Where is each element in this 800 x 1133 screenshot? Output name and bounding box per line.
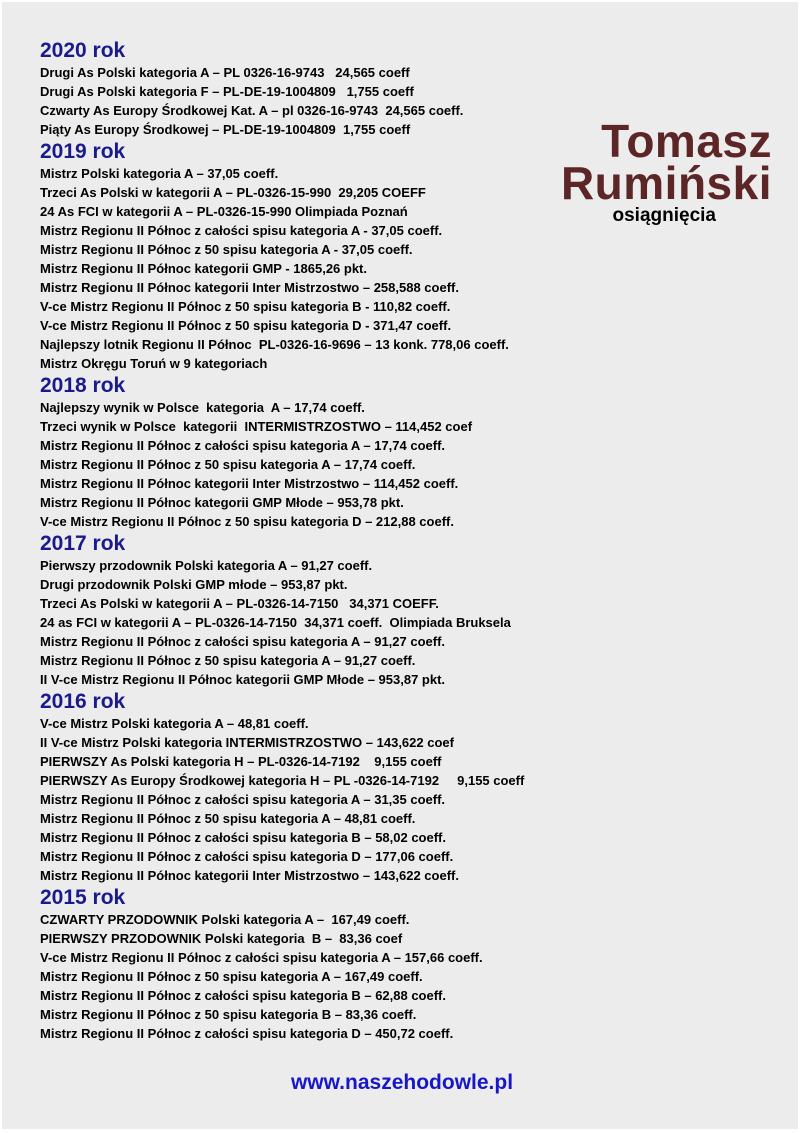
- achievement-entry: Piąty As Europy Środkowej – PL-DE-19-1004809 1,755 coeff: [40, 122, 411, 137]
- achievement-entry: V-ce Mistrz Polski kategoria A – 48,81 coeff.: [40, 716, 309, 731]
- achievement-entry: PIERWSZY As Europy Środkowej kategoria H – PL -0326-14-7192 9,155 coeff: [40, 773, 525, 788]
- achievement-entry: Najlepszy lotnik Regionu II Północ PL-0326-16-9696 – 13 konk. 778,06 coeff.: [40, 337, 509, 352]
- achievement-entry: Mistrz Regionu II Północ z całości spisu kategoria A – 17,74 coeff.: [40, 438, 446, 453]
- achievement-entry: V-ce Mistrz Regionu II Północ z 50 spisu kategoria B - 110,82 coeff.: [40, 299, 451, 314]
- achievement-entry: Mistrz Regionu II Północ z całości spisu kategoria B – 62,88 coeff.: [40, 988, 447, 1003]
- achievement-entry: Mistrz Regionu II Północ z 50 spisu kategoria B – 83,36 coeff.: [40, 1007, 417, 1022]
- achievement-entry: Mistrz Regionu II Północ z całości spisu kategoria D – 177,06 coeff.: [40, 849, 454, 864]
- achievement-entry: Mistrz Regionu II Północ kategorii Inter Mistrzostwo – 143,622 coeff.: [40, 868, 459, 883]
- achievement-entry: V-ce Mistrz Regionu II Północ z całości spisu kategoria A – 157,66 coeff.: [40, 950, 483, 965]
- achievements-subtitle: osiągnięcia: [612, 205, 716, 226]
- achievement-entry: Mistrz Regionu II Północ z całości spisu kategoria D – 450,72 coeff.: [40, 1026, 454, 1041]
- achievement-entry: V-ce Mistrz Regionu II Północ z 50 spisu kategoria D - 371,47 coeff.: [40, 318, 452, 333]
- achievement-entry: Mistrz Regionu II Północ z 50 spisu kategoria A – 91,27 coeff.: [40, 653, 416, 668]
- section-2018: [40, 373, 740, 531]
- breeder-last-name: Rumiński: [560, 157, 772, 209]
- achievement-entry: Mistrz Regionu II Północ z 50 spisu kategoria A – 17,74 coeff.: [40, 457, 416, 472]
- achievement-entry: PIERWSZY PRZODOWNIK Polski kategoria B – 83,36 coef: [40, 931, 403, 946]
- achievement-entry: PIERWSZY As Polski kategoria H – PL-0326-14-7192 9,155 coeff: [40, 754, 442, 769]
- achievement-entry: Mistrz Regionu II Północ kategorii GMP Młode – 953,78 pkt.: [40, 495, 404, 510]
- achievement-entry: Mistrz Regionu II Północ z całości spisu kategoria A - 37,05 coeff.: [40, 223, 443, 238]
- achievement-entry: Trzeci As Polski w kategorii A – PL-0326-14-7150 34,371 COEFF.: [40, 596, 439, 611]
- section-2017: [40, 531, 740, 689]
- achievement-entry: Drugi As Polski kategoria F – PL-DE-19-1004809 1,755 coeff: [40, 84, 414, 99]
- achievement-entry: V-ce Mistrz Regionu II Północ z 50 spisu kategoria D – 212,88 coeff.: [40, 514, 454, 529]
- section-2015: [40, 885, 740, 1043]
- achievement-entry: Mistrz Regionu II Północ z 50 spisu kategoria A - 37,05 coeff.: [40, 242, 413, 257]
- achievement-entry: Mistrz Regionu II Północ kategorii GMP - 1865,26 pkt.: [40, 261, 367, 276]
- document-page: [2, 2, 798, 1129]
- year-heading: 2015 rok: [40, 886, 126, 909]
- website-link[interactable]: www.naszehodowle.pl: [290, 1071, 514, 1094]
- achievement-entry: Mistrz Regionu II Północ kategorii Inter Mistrzostwo – 114,452 coeff.: [40, 476, 459, 491]
- year-heading: 2017 rok: [40, 532, 126, 555]
- year-heading: 2019 rok: [40, 140, 126, 163]
- achievement-entry: CZWARTY PRZODOWNIK Polski kategoria A – 167,49 coeff.: [40, 912, 410, 927]
- achievement-entry: Trzeci wynik w Polsce kategorii INTERMISTRZOSTWO – 114,452 coef: [40, 419, 473, 434]
- achievement-entry: Mistrz Regionu II Północ z całości spisu kategoria A – 31,35 coeff.: [40, 792, 446, 807]
- achievement-entry: Czwarty As Europy Środkowej Kat. A – pl 0326-16-9743 24,565 coeff.: [40, 103, 464, 118]
- achievement-entry: Drugi przodownik Polski GMP młode – 953,87 pkt.: [40, 577, 348, 592]
- achievement-entry: Mistrz Okręgu Toruń w 9 kategoriach: [40, 356, 268, 371]
- year-heading: 2020 rok: [40, 39, 126, 62]
- year-heading: 2016 rok: [40, 690, 126, 713]
- achievement-entry: Najlepszy wynik w Polsce kategoria A – 17,74 coeff.: [40, 400, 365, 415]
- achievement-entry: Mistrz Regionu II Północ kategorii Inter Mistrzostwo – 258,588 coeff.: [40, 280, 459, 295]
- achievement-entry: Mistrz Regionu II Północ z całości spisu kategoria B – 58,02 coeff.: [40, 830, 447, 845]
- achievement-entry: Trzeci As Polski w kategorii A – PL-0326-15-990 29,205 COEFF: [40, 185, 426, 200]
- breeder-name-block: [522, 115, 772, 228]
- achievement-entry: 24 as FCI w kategorii A – PL-0326-14-7150 34,371 coeff. Olimpiada Bruksela: [40, 615, 511, 630]
- achievement-entry: Mistrz Polski kategoria A – 37,05 coeff.: [40, 166, 279, 181]
- achievement-entry: Mistrz Regionu II Północ z 50 spisu kategoria A – 48,81 coeff.: [40, 811, 416, 826]
- achievement-entry: II V-ce Mistrz Regionu II Północ kategorii GMP Młode – 953,87 pkt.: [40, 672, 446, 687]
- year-heading: 2018 rok: [40, 374, 126, 397]
- achievement-entry: Mistrz Regionu II Północ z całości spisu kategoria A – 91,27 coeff.: [40, 634, 446, 649]
- achievement-entry: Mistrz Regionu II Północ z 50 spisu kategoria A – 167,49 coeff.: [40, 969, 423, 984]
- breeder-first-name: Tomasz: [601, 115, 772, 167]
- achievement-entry: 24 As FCI w kategorii A – PL-0326-15-990 Olimpiada Poznań: [40, 204, 408, 219]
- achievement-entry: II V-ce Mistrz Polski kategoria INTERMISTRZOSTWO – 143,622 coef: [40, 735, 454, 750]
- achievement-entry: Drugi As Polski kategoria A – PL 0326-16-9743 24,565 coeff: [40, 65, 410, 80]
- achievement-entry: Pierwszy przodownik Polski kategoria A – 91,27 coeff.: [40, 558, 373, 573]
- section-2016: [40, 689, 740, 885]
